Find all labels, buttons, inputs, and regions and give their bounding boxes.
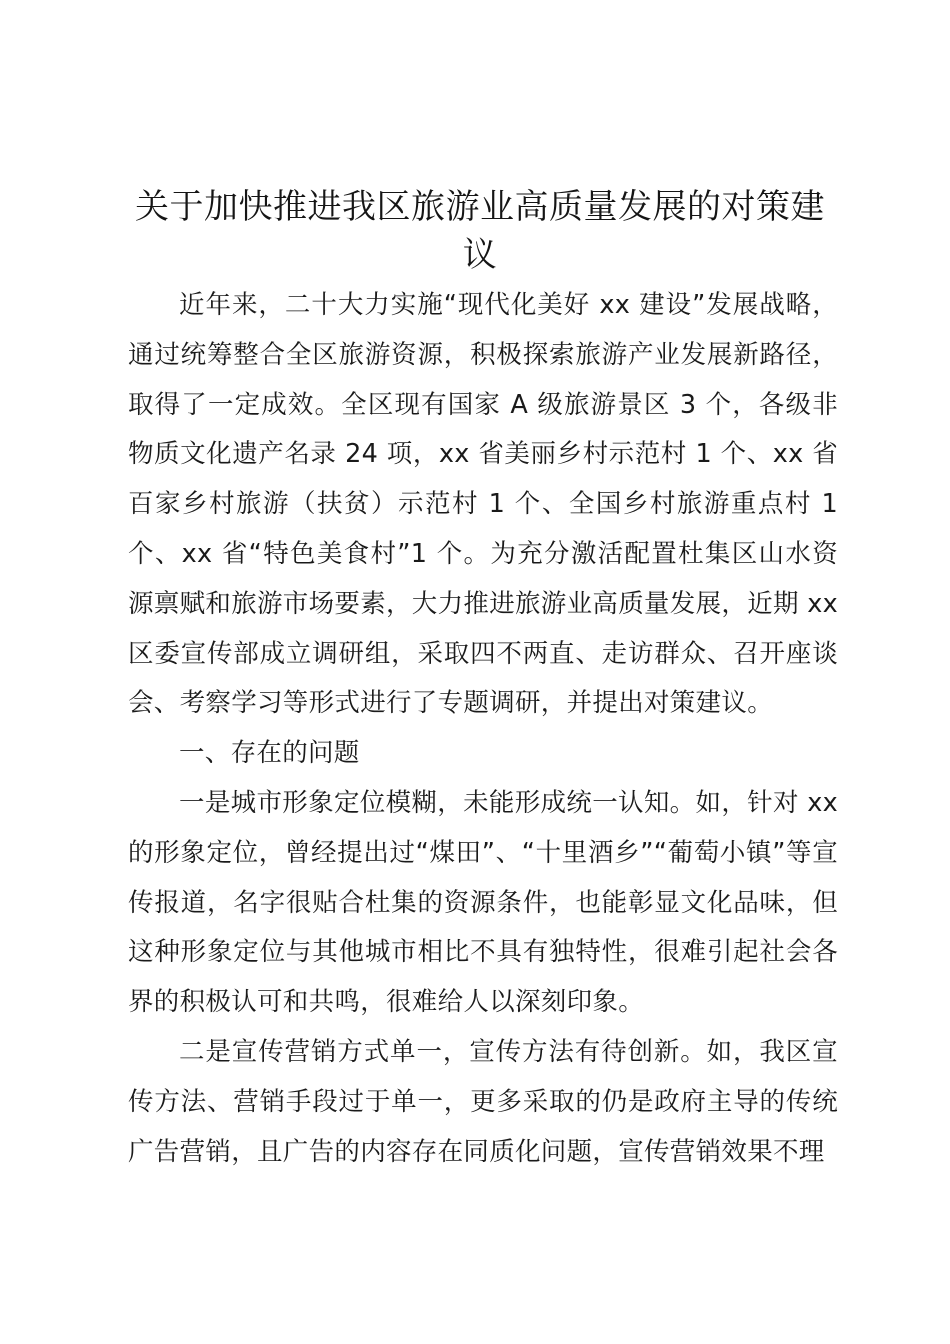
problem-paragraph-2: 二是宣传营销方式单一，宣传方法有待创新。如，我区宣传方法、营销手段过于单一，更多采取的仍是政府主导的传统广告营销，且广告的内容存在同质化问题，宣传营销效果不理 — [128, 1036, 838, 1167]
document-body — [128, 281, 838, 1177]
intro-paragraph: 近年来，二十大力实施“现代化美好 xx 建设”发展战略，通过统筹整合全区旅游资源，积极探索旅游产业发展新路径，取得了一定成效。全区现有国家 A 级旅游景区 3 个，各级非物质文化遗产名录 24 项，xx 省美丽乡村示范村 1 个、xx 省百家乡村旅游（扶贫）示范村 1 个、全国乡村旅游重点村 1 个、xx 省“特色美食村”1 个。为充分激活配置杜集区山水资源禀赋和旅游市场要素，大力推进旅游业高质量发展，近期 xx 区委宣传部成立调研组，采取四不两直、走访群众、召开座谈会、考察学习等形式进行了专题调研，并提出对策建议。 — [128, 290, 838, 719]
section-heading-problems: 一、存在的问题 — [179, 738, 360, 769]
problem-paragraph-1: 一是城市形象定位模糊，未能形成统一认知。如，针对 xx 的形象定位，曾经提出过“煤田”、“十里酒乡”“葡萄小镇”等宣传报道，名字很贴合杜集的资源条件，也能彰显文化品味，但这种形象定位与其他城市相比不具有独特性，很难引起社会各界的积极认可和共鸣，很难给人以深刻印象。 — [128, 787, 838, 1018]
document-title: 关于加快推进我区旅游业高质量发展的对策建议 — [135, 187, 825, 275]
